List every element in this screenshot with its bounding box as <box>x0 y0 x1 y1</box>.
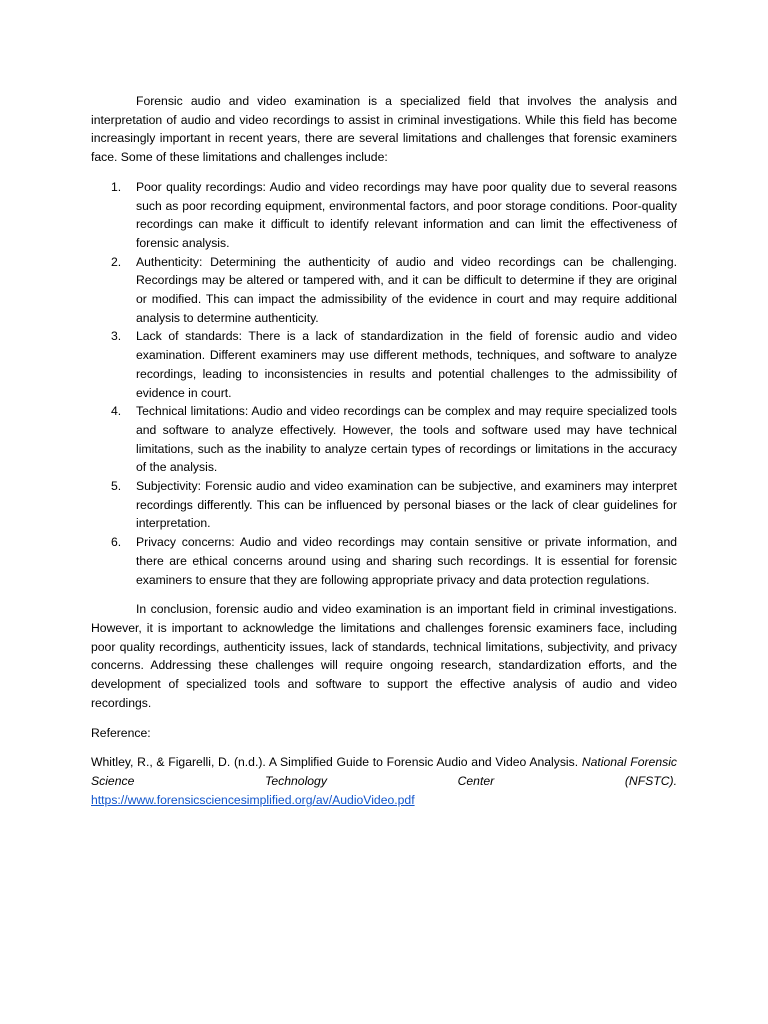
list-item-text: Poor quality recordings: Audio and video recordings may have poor quality due to several reasons such as poor recording equipment, environmental factors, and poor storage conditions. Poor-quality recordings can make it difficult to identify relevant information and can limit the effectiveness of forensic analysis. <box>136 179 677 250</box>
list-item-text: Subjectivity: Forensic audio and video examination can be subjective, and examiners may interpret recordings differently. This can be influenced by personal biases or the lack of clear guidelines for interpretation. <box>136 479 677 531</box>
list-item-text: Authenticity: Determining the authenticity of audio and video recordings can be challenging. Recordings may be altered or tampered with, and it can be difficult to determine if they are original or modified. This can impact the admissibility of the evidence in court and may require additional analysis to determine authenticity. <box>136 254 677 325</box>
list-item-number: 5. <box>111 479 122 494</box>
list-item-number: 6. <box>111 535 122 550</box>
limitations-list <box>91 178 677 589</box>
citation-link-line <box>91 791 677 810</box>
conclusion-paragraph: In conclusion, forensic audio and video examination is an important field in criminal investigations. However, it is important to acknowledge the limitations and challenges forensic examiners face, including poor quality recordings, authenticity issues, lack of standards, technical limitations, subjectivity, and privacy concerns. Addressing these challenges will require ongoing research, standardization efforts, and the development of specialized tools and software to support the effective analysis of audio and video recordings. <box>91 602 677 710</box>
list-item-text: Lack of standards: There is a lack of standardization in the field of forensic audio and video examination. Different examiners may use different methods, techniques, and software to analyze recordings, leading to inconsistencies in results and potential challenges to the admissibility of evidence in court. <box>136 329 677 400</box>
list-item-number: 4. <box>111 404 122 419</box>
intro-paragraph: Forensic audio and video examination is a specialized field that involves the analysis and interpretation of audio and video recordings to assist in criminal investigations. While this field has become increasingly important in recent years, there are several limitations and challenges that forensic examiners face. Some of these limitations and challenges include: <box>91 94 677 165</box>
list-item <box>111 402 677 477</box>
citation-url-link[interactable]: https://www.forensicsciencesimplified.org/av/AudioVideo.pdf <box>91 792 415 807</box>
citation-journal: National Forensic Science Technology Center (NFSTC). <box>91 755 677 788</box>
reference-heading: Reference: <box>91 725 151 740</box>
list-item-number: 3. <box>111 329 122 344</box>
list-item <box>111 253 677 328</box>
citation <box>91 753 677 790</box>
list-item-text: Privacy concerns: Audio and video recordings may contain sensitive or private information, and there are ethical concerns around using and sharing such recordings. It is essential for forensic examiners to ensure that they are following appropriate privacy and data protection regulations. <box>136 535 677 587</box>
list-item <box>111 477 677 533</box>
list-item-number: 2. <box>111 254 122 269</box>
list-item <box>111 178 677 253</box>
list-item-number: 1. <box>111 179 122 194</box>
list-item-text: Technical limitations: Audio and video recordings can be complex and may require specialized tools and software to analyze effectively. However, the tools and software used may have technical limitations, such as the inability to analyze certain types of recordings or limitations in the accuracy of the analysis. <box>136 404 677 475</box>
citation-authors-title: Whitley, R., & Figarelli, D. (n.d.). A Simplified Guide to Forensic Audio and Video Analysis. <box>91 755 579 770</box>
list-item <box>111 327 677 402</box>
list-item <box>111 533 677 589</box>
